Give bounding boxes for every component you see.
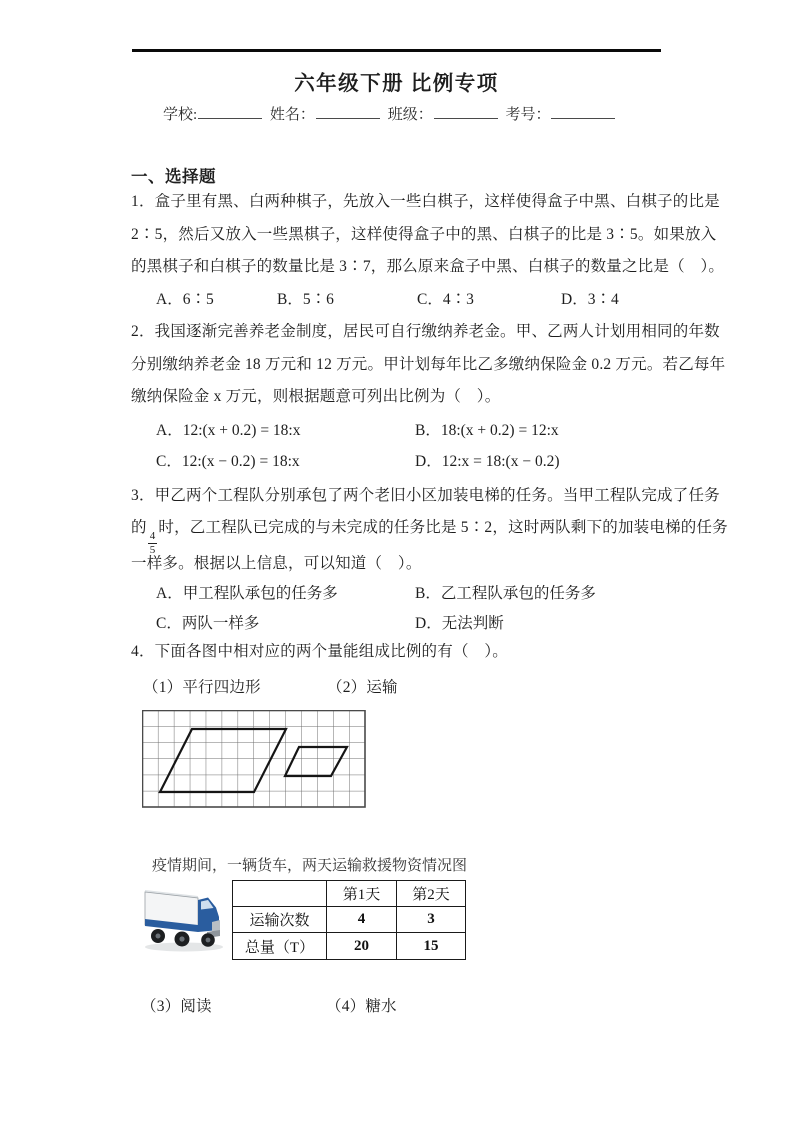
student-info-line: [163, 103, 619, 124]
transport-table: [232, 880, 466, 960]
q3-fraction-numerator: 4: [149, 530, 156, 542]
table-header-day2: 第2天: [397, 881, 466, 907]
table-corner-cell: [233, 881, 327, 907]
q2-option-b: B．18:(x + 0.2) = 12:x: [415, 422, 559, 439]
name-blank-line: [316, 104, 380, 119]
q2-line-2: 分别缴纳养老金 18 万元和 12 万元。甲计划每年比乙多缴纳保险金 0.2 万元。若乙每年: [131, 356, 726, 373]
q3-line-3: 一样多。根据以上信息，可以知道（ ）。: [131, 555, 422, 572]
q2-option-a: A．12:(x + 0.2) = 18:x: [156, 422, 301, 439]
q3-line-2-suffix: 时，乙工程队已完成的与未完成的任务比是 5∶2，这时两队剩下的加装电梯的任务: [158, 519, 728, 536]
exam-number-label: 考号：: [505, 107, 551, 123]
q1-option-d: D．3∶4: [561, 291, 619, 308]
cell-trips-day1: 4: [327, 907, 397, 933]
q3-line-2-prefix: 的: [131, 519, 147, 536]
q4-item-2-label: （2）运输: [327, 679, 398, 696]
q1-line-1: 1．盒子里有黑、白两种棋子，先放入一些白棋子，这样使得盒子中黑、白棋子的比是: [131, 193, 720, 210]
q3-option-a: A．甲工程队承包的任务多: [156, 585, 338, 602]
truck-front-hub: [206, 938, 211, 943]
q1-option-a: A．6∶5: [156, 291, 214, 308]
q2-option-d: D．12:x = 18:(x − 0.2): [415, 453, 560, 470]
q3-line-2: [131, 515, 728, 556]
class-blank-line: [434, 104, 498, 119]
cell-total-day1: 20: [327, 933, 397, 960]
q2-option-c: C．12:(x − 0.2) = 18:x: [156, 453, 300, 470]
q1-line-3: 的黑棋子和白棋子的数量比是 3∶7，那么原来盒子中黑、白棋子的数量之比是（ ）。: [131, 258, 725, 275]
q4-item-4-label: （4）糖水: [326, 998, 397, 1015]
row-label-total: 总量（T）: [233, 933, 327, 960]
q3-line-1: 3．甲乙两个工程队分别承包了两个老旧小区加装电梯的任务。当甲工程队完成了任务: [131, 487, 720, 504]
row-label-trips: 运输次数: [233, 907, 327, 933]
table-row-total: [233, 933, 466, 960]
class-field: [388, 107, 499, 123]
parallelogram-grid-figure: [142, 710, 366, 808]
header-rule: [132, 49, 661, 52]
q1-option-b: B．5∶6: [277, 291, 334, 308]
school-blank-line: [198, 104, 262, 119]
school-field: [163, 107, 263, 123]
q1-option-c: C．4∶3: [417, 291, 474, 308]
exam-number-field: [505, 107, 616, 123]
truck-rear-hub: [156, 934, 161, 939]
name-label: 姓名：: [269, 107, 315, 123]
q3-fraction-denominator: 5: [149, 544, 156, 556]
cell-trips-day2: 3: [397, 907, 466, 933]
table-header-row: [233, 881, 466, 907]
q2-line-1: 2．我国逐渐完善养老金制度，居民可自行缴纳养老金。甲、乙两人计划用相同的年数: [131, 323, 720, 340]
figure-caption: 疫情期间，一辆货车，两天运输救援物资情况图: [152, 858, 468, 874]
truck-middle-hub: [179, 936, 184, 941]
q3-option-d: D．无法判断: [415, 615, 504, 632]
table-header-day1: 第1天: [327, 881, 397, 907]
truck-image: [141, 884, 227, 954]
q3-option-c: C．两队一样多: [156, 615, 260, 632]
exam-number-blank-line: [551, 104, 615, 119]
table-row-trips: [233, 907, 466, 933]
section-heading: 一、选择题: [131, 167, 216, 186]
name-field: [270, 107, 381, 123]
q3-option-b: B．乙工程队承包的任务多: [415, 585, 596, 602]
class-label: 班级：: [387, 107, 433, 123]
q4-item-3-label: （3）阅读: [141, 998, 212, 1015]
q4-item-1-label: （1）平行四边形: [143, 679, 261, 696]
cell-total-day2: 15: [397, 933, 466, 960]
school-label: 学校:: [163, 107, 198, 123]
q1-line-2: 2∶5，然后又放入一些黑棋子，这样使得盒子中的黑、白棋子的比是 3∶5。如果放入: [131, 226, 717, 243]
q4-line: 4．下面各图中相对应的两个量能组成比例的有（ ）。: [131, 643, 509, 660]
exam-title: 六年级下册 比例专项: [294, 73, 499, 95]
q2-line-3: 缴纳保险金 x 万元，则根据题意可列出比例为（ ）。: [131, 388, 501, 405]
